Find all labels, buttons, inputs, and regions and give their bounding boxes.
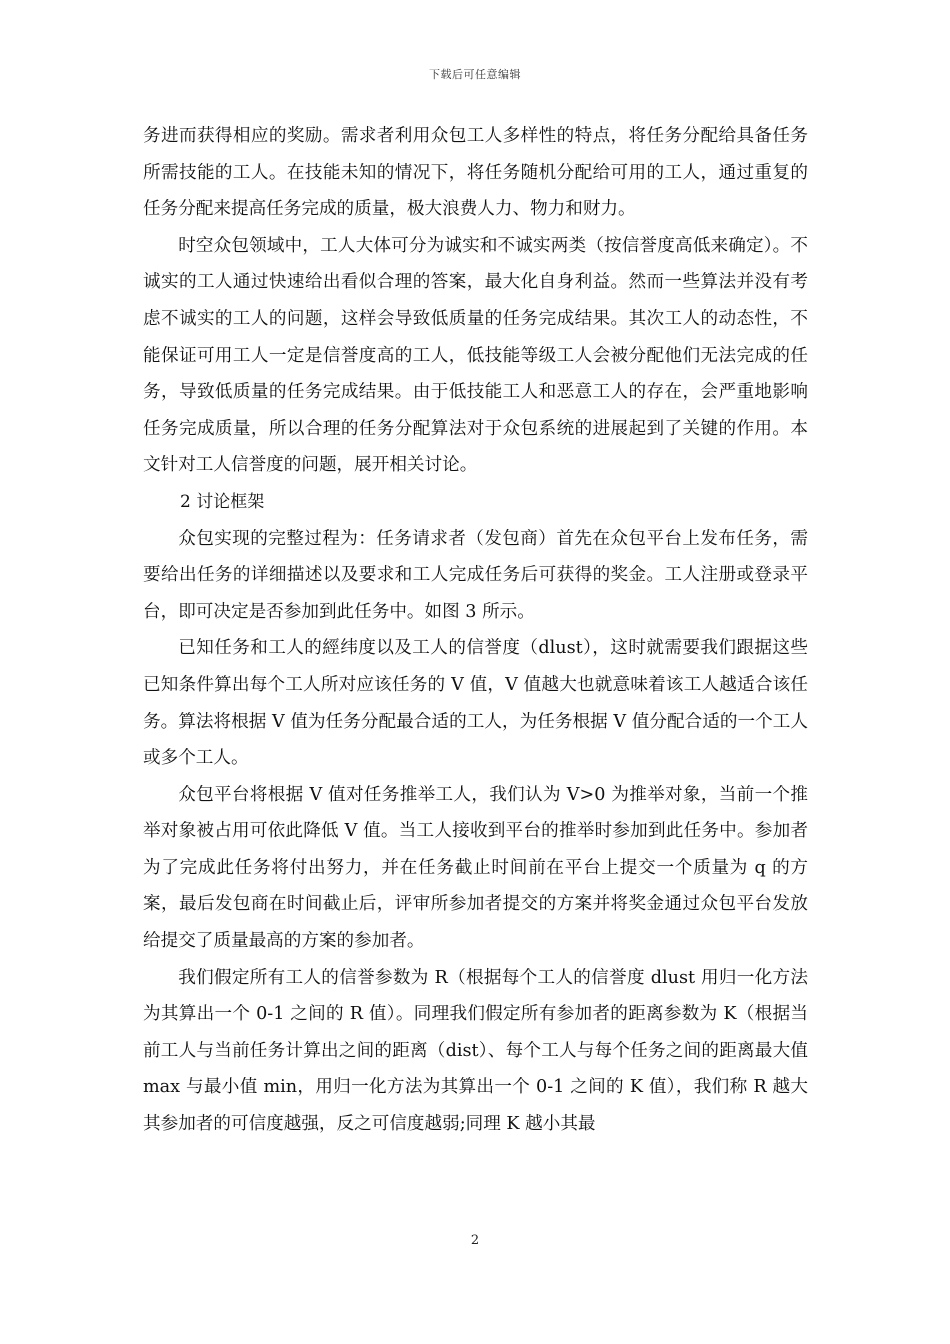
section-heading: 2 讨论框架 — [180, 491, 265, 512]
paragraph-parameters: 我们假定所有工人的信誉参数为 R（根据每个工人的信誉度 dlust 用归一化方法为其算出一个 0-1 之间的 R 值）。同理我们假定所有参加者的距离参数为 K（根据当前工人与当前任务计算出之间的距离（dist）、每个工人与每个任务之间的距离最大值 max 与最小值 min，用归一化方法为其算出一个 0-1 之间的 K 值），我们称 R 越大其参加者的可信度越强，反之可信度越弱;同理 K 越小其最 — [143, 967, 808, 1135]
document-body — [143, 118, 808, 1143]
paragraph-recommendation: 众包平台将根据 V 值对任务推举工人，我们认为 V>0 为推举对象，当前一个推举对象被占用可依此降低 V 值。当工人接收到平台的推举时参加到此任务中。参加者为了完成此任务将付出努力，并在任务截止时间前在平台上提交一个质量为 q 的方案，最后发包商在时间截止后，评审所参加者提交的方案并将奖金通过众包平台发放给提交了质量最高的方案的参加者。 — [143, 784, 808, 952]
paragraph-worker-honesty: 时空众包领域中，工人大体可分为诚实和不诚实两类（按信誉度高低来确定）。不诚实的工人通过快速给出看似合理的答案，最大化自身利益。然而一些算法并没有考虑不诚实的工人的问题，这样会导致低质量的任务完成结果。其次工人的动态性，不能保证可用工人一定是信誉度高的工人，低技能等级工人会被分配他们无法完成的任务，导致低质量的任务完成结果。由于低技能工人和恶意工人的存在，会严重地影响任务完成质量，所以合理的任务分配算法对于众包系统的进展起到了关键的作用。本文针对工人信誉度的问题，展开相关讨论。 — [143, 235, 808, 476]
paragraph-crowdsourcing-process: 众包实现的完整过程为：任务请求者（发包商）首先在众包平台上发布任务，需要给出任务的详细描述以及要求和工人完成任务后可获得的奖金。工人注册或登录平台，即可决定是否参加到此任务中。如图 3 所示。 — [143, 528, 808, 622]
paragraph-continuation: 务进而获得相应的奖励。需求者利用众包工人多样性的特点，将任务分配给具备任务所需技能的工人。在技能未知的情况下，将任务随机分配给可用的工人，通过重复的任务分配来提高任务完成的质量，极大浪费人力、物力和财力。 — [143, 126, 808, 220]
page-number: 2 — [470, 1233, 480, 1248]
page-header: 下载后可任意编辑 — [429, 68, 521, 81]
paragraph-v-value: 已知任务和工人的經纬度以及工人的信誉度（dlust），这时就需要我们跟据这些已知条件算出每个工人所对应该任务的 V 值，V 值越大也就意味着该工人越适合该任务。算法将根据 V 值为任务分配最合适的工人，为任务根据 V 值分配合适的一个工人或多个工人。 — [143, 638, 808, 769]
